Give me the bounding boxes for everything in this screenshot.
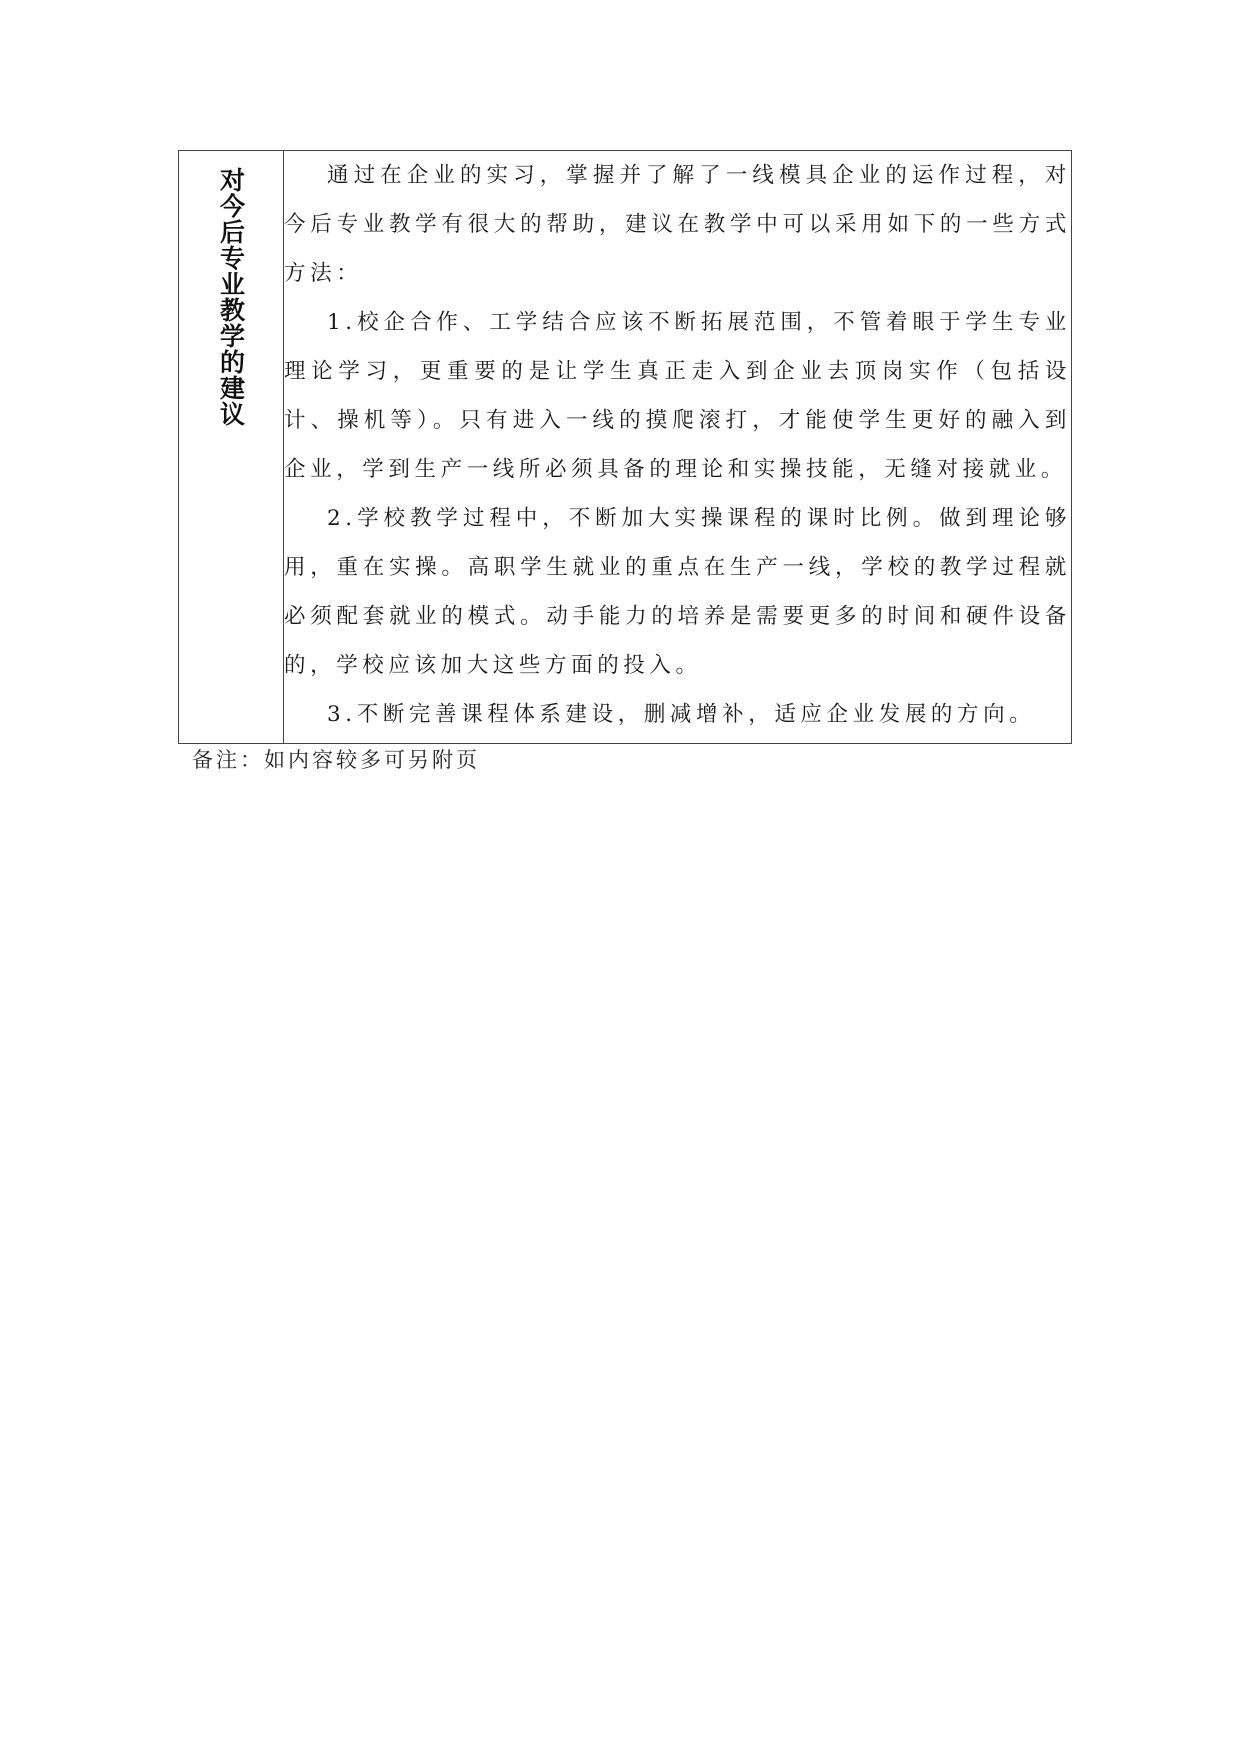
table-row	[179, 151, 1072, 744]
intro-paragraph: 通过在企业的实习，掌握并了解了一线模具企业的运作过程，对今后专业教学有很大的帮助，建议在教学中可以采用如下的一些方式方法：	[284, 163, 1071, 286]
suggestion-table	[178, 150, 1072, 744]
section-label: 对今后专业教学的建议	[216, 167, 246, 427]
suggestion-item-1: 1.校企合作、工学结合应该不断拓展范围，不管着眼于学生专业理论学习，更重要的是让学生真正走入到企业去顶岗实作（包括设计、操机等）。只有进入一线的摸爬滚打，才能使学生更好的融入到企业，学到生产一线所必须具备的理论和实操技能，无缝对接就业。	[284, 310, 1071, 482]
content-cell	[284, 151, 1072, 744]
label-cell	[179, 151, 284, 744]
suggestion-item-3: 3.不断完善课程体系建设，删减增补，适应企业发展的方向。	[327, 702, 1036, 727]
footnote: 备注：如内容较多可另附页	[192, 748, 480, 772]
suggestion-item-2: 2.学校教学过程中，不断加大实操课程的课时比例。做到理论够用，重在实操。高职学生就业的重点在生产一线，学校的教学过程就必须配套就业的模式。动手能力的培养是需要更多的时间和硬件设备的，学校应该加大这些方面的投入。	[284, 506, 1071, 678]
